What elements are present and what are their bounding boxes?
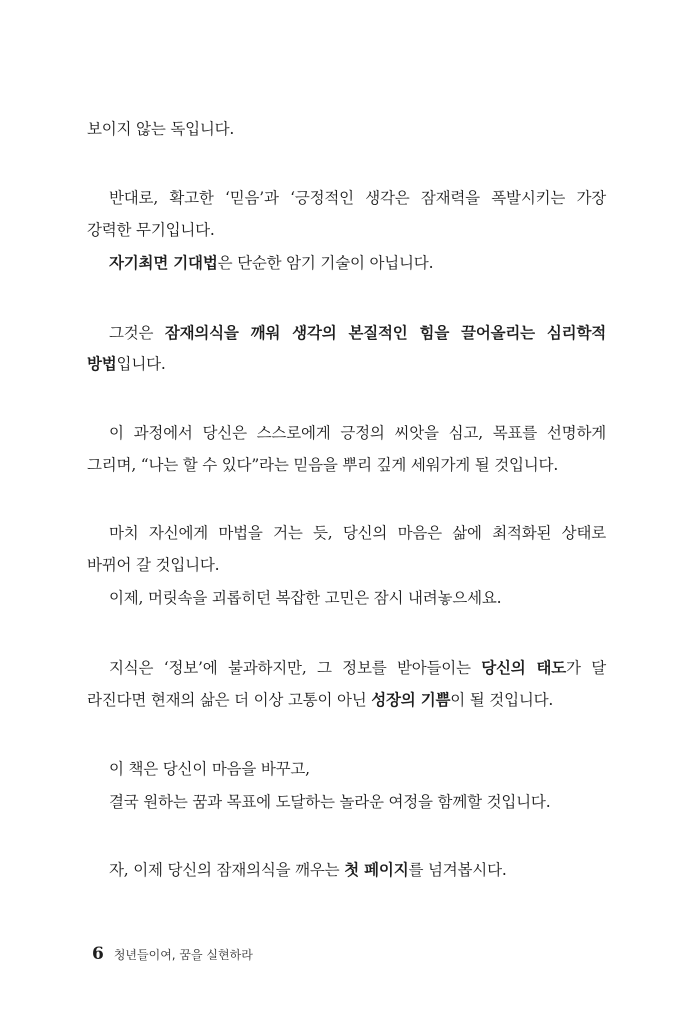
text-span: 은 단순한 암기 기술이 아닙니다. [217,254,434,272]
paragraph-5-line-1: 이 과정에서 당신은 스스로에게 긍정의 씨앗을 심고, 목표를 선명하게 [109,424,606,442]
page-number: 6 [92,944,104,964]
text-span: 를 넘겨봅시다. [408,861,507,879]
page-footer [92,944,253,966]
paragraph-7-line-2 [87,689,607,711]
bold-phrase: 당신의 태도 [481,658,567,677]
paragraph-7-line-1 [109,657,606,679]
paragraph-5-line-2: 그리며, “나는 할 수 있다”라는 믿음을 뿌리 깊게 세워가게 될 것입니다. [87,456,559,474]
text-span: 이 될 것입니다. [450,691,554,709]
text-span: 자, 이제 당신의 잠재의식을 깨우는 [109,861,345,879]
text-span: 그것은 [109,324,165,342]
paragraph-4-line-1 [109,322,606,344]
bold-phrase: 방법 [87,354,117,373]
bold-phrase: 첫 페이지 [344,860,409,879]
text-span: 입니다. [116,355,166,373]
text-span: 라진다면 현재의 삶은 더 이상 고통이 아닌 [87,691,372,709]
paragraph-6-line-2: 바뀌어 갈 것입니다. [87,556,220,574]
paragraph-3 [109,252,629,274]
paragraph-9 [109,859,629,881]
text-span: 가 달 [566,659,607,677]
text-span: 지식은 ‘정보’에 불과하지만, 그 정보를 받아들이는 [109,659,482,677]
paragraph-2-line-2: 강력한 무기입니다. [87,221,215,239]
bold-phrase: 자기최면 기대법 [109,253,218,272]
paragraph-6-line-3: 이제, 머릿속을 괴롭히던 복잡한 고민은 잠시 내려놓으세요. [109,589,502,607]
paragraph-8-line-2: 결국 원하는 꿈과 목표에 도달하는 놀라운 여정을 함께할 것입니다. [109,793,551,811]
paragraph-2-line-1: 반대로, 확고한 ‘믿음’과 ‘긍정적인 생각은 잠재력을 폭발시키는 가장 [109,189,606,207]
paragraph-1-line-1: 보이지 않는 독입니다. [87,120,235,138]
paragraph-6-line-1: 마치 자신에게 마법을 거는 듯, 당신의 마음은 삶에 최적화된 상태로 [109,524,606,542]
paragraph-4-line-2 [87,353,607,375]
bold-phrase: 잠재의식을 깨워 생각의 본질적인 힘을 끌어올리는 심리학적 [164,323,606,342]
bold-phrase: 성장의 기쁨 [371,690,451,709]
paragraph-8-line-1: 이 책은 당신이 마음을 바꾸고, [109,760,310,778]
running-book-title: 청년들이여, 꿈을 실현하라 [113,948,253,962]
